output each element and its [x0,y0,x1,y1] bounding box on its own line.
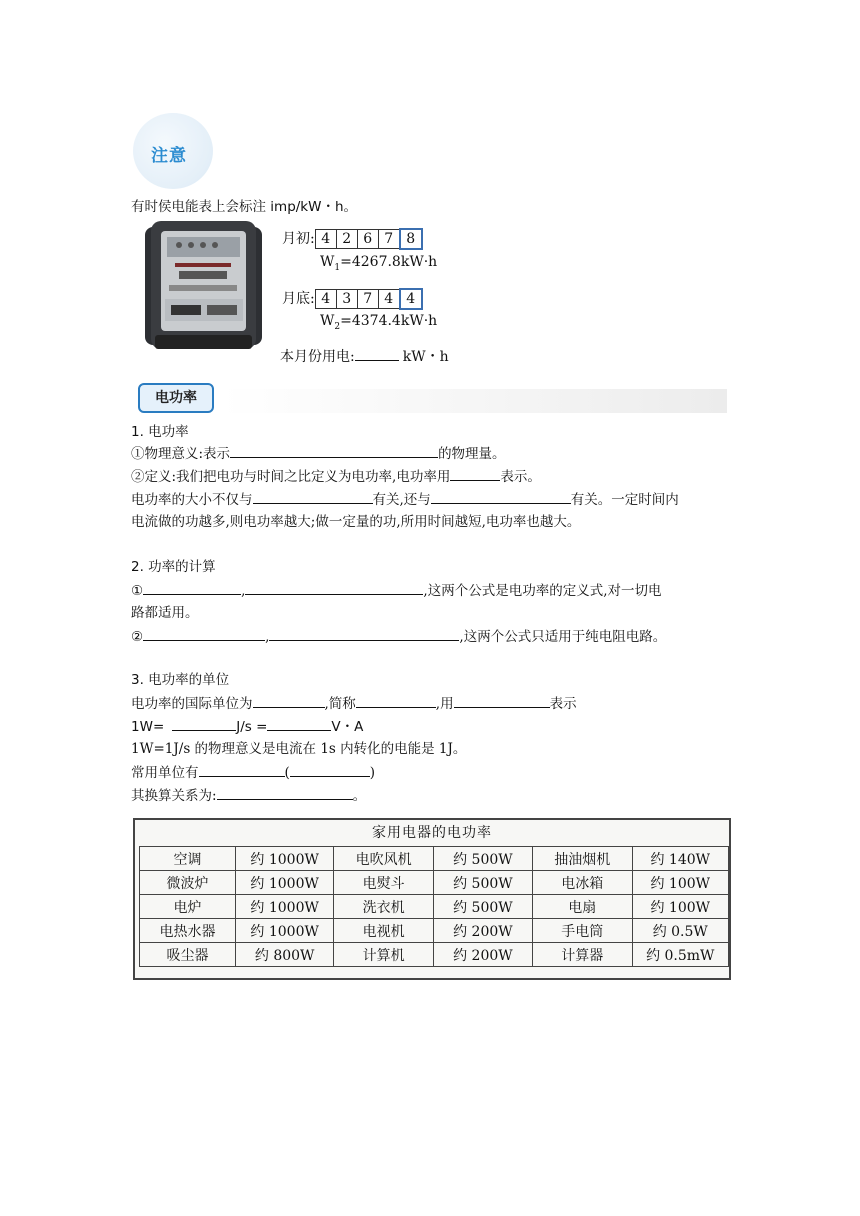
note-text: 有时侯电能表上会标注 imp/kW・h。 [131,199,358,215]
power-value-cell: 约 500W [433,847,532,871]
answer-blank[interactable] [431,489,571,504]
meter-digit: 2 [336,229,358,249]
text: ,简称 [324,696,356,712]
section1-line2 [131,466,541,487]
appliance-name-cell: 计算机 [334,943,434,967]
section3-heading: 3. 电功率的单位 [131,672,230,688]
answer-blank[interactable] [450,466,500,481]
power-value-cell: 约 100W [632,895,728,919]
text: 有关,还与 [372,492,431,508]
appliance-name-cell: 电熨斗 [334,871,434,895]
section1-line1 [131,443,506,464]
appliance-name-cell: 吸尘器 [140,943,236,967]
month-usage-blank[interactable] [355,346,399,361]
meter-digit: 8 [399,228,423,250]
text: 电功率的大小不仅与 [131,492,253,508]
meter-digit: 7 [378,229,400,249]
appliance-name-cell: 电扇 [532,895,632,919]
answer-blank[interactable] [356,693,436,708]
answer-blank[interactable] [143,626,265,641]
table-row [140,847,729,871]
meter-digit: 6 [357,229,379,249]
appliance-name-cell: 电炉 [140,895,236,919]
appliance-name-cell: 电吹风机 [334,847,434,871]
text: 表示。 [500,469,541,485]
section3-line4 [131,762,375,783]
table-row [140,943,729,967]
section1-line4: 电流做的功越多,则电功率越大;做一定量的功,所用时间越短,电功率也越大。 [131,514,581,530]
power-value-cell: 约 1000W [236,919,334,943]
section2-line3 [131,626,666,647]
start-digits [315,231,422,247]
note-badge [133,113,219,189]
meter-readings [282,228,462,368]
table-title: 家用电器的电功率 [372,825,492,841]
power-value-cell: 约 140W [632,847,728,871]
power-value-cell: 约 0.5mW [632,943,728,967]
section3-line3: 1W=1J/s 的物理意义是电流在 1s 内转化的电能是 1J。 [131,741,467,757]
electric-meter-image [145,219,262,353]
meter-digit: 4 [378,289,400,309]
meter-digit: 7 [357,289,379,309]
appliance-name-cell: 计算器 [532,943,632,967]
text: ①物理意义:表示 [131,446,231,462]
power-value-cell: 约 200W [433,919,532,943]
text: 其换算关系为: [131,788,217,804]
table-row [140,871,729,895]
answer-blank[interactable] [253,693,325,708]
text: ,这两个公式只适用于纯电阻电路。 [459,629,667,645]
power-value-cell: 约 100W [632,871,728,895]
end-label: 月底: [282,291,315,307]
section3-line5 [131,785,366,806]
month-usage-label: 本月份用电: [280,349,355,365]
power-value-cell: 约 1000W [236,871,334,895]
text: 有关。一定时间内 [570,492,679,508]
power-value-cell: 约 1000W [236,895,334,919]
meter-digit: 4 [315,229,337,249]
section2-line1 [131,580,662,601]
text: ( [284,765,290,781]
power-table [139,846,729,967]
answer-blank[interactable] [267,716,331,731]
answer-blank[interactable] [230,443,438,458]
appliance-name-cell: 电热水器 [140,919,236,943]
section2-heading: 2. 功率的计算 [131,559,216,575]
table-row [140,919,729,943]
appliance-name-cell: 电冰箱 [532,871,632,895]
text: , [265,629,270,645]
w1-sub: 1 [334,262,341,273]
text: 表示 [549,696,577,712]
answer-blank[interactable] [217,785,353,800]
meter-digit: 3 [336,289,358,309]
text: ① [131,583,144,599]
power-value-cell: 约 800W [236,943,334,967]
start-label: 月初: [282,231,315,247]
power-value-cell: 约 500W [433,895,532,919]
w1-label: W [320,254,335,270]
answer-blank[interactable] [245,580,423,595]
answer-blank[interactable] [143,580,241,595]
power-value-cell: 约 200W [433,943,532,967]
end-digits [315,291,422,307]
table-row [140,895,729,919]
meter-digit: 4 [399,288,423,310]
text: 。 [352,788,367,804]
text: ,这两个公式是电功率的定义式,对一切电 [423,583,662,599]
w2-label: W [320,313,335,329]
answer-blank[interactable] [199,762,285,777]
text: V・A [331,719,364,735]
w1-value: =4267.8kW·h [340,254,438,270]
power-value-cell: 约 0.5W [632,919,728,943]
appliance-name-cell: 电视机 [334,919,434,943]
badge-label: 注意 [151,146,187,166]
power-value-cell: 约 1000W [236,847,334,871]
text: ,用 [435,696,454,712]
text: 1W= [131,719,165,735]
text: J/s = [236,719,268,735]
section-shade [221,389,727,413]
section1-heading: 1. 电功率 [131,424,189,440]
section3-line2 [131,716,363,737]
answer-blank[interactable] [290,762,370,777]
text: 电功率的国际单位为 [131,696,253,712]
answer-blank[interactable] [172,716,236,731]
text: ②定义:我们把电功与时间之比定义为电功率,电功率用 [131,469,451,485]
appliance-power-table [133,818,731,980]
text: , [241,583,246,599]
appliance-name-cell: 洗衣机 [334,895,434,919]
appliance-name-cell: 抽油烟机 [532,847,632,871]
answer-blank[interactable] [454,693,550,708]
meter-digit: 4 [315,289,337,309]
w2-sub: 2 [334,321,341,332]
section-header [131,377,731,413]
answer-blank[interactable] [269,626,459,641]
section1-line3 [131,489,679,510]
text: ② [131,629,144,645]
section3-line1 [131,693,577,714]
section2-line2: 路都适用。 [131,605,199,621]
section-tag: 电功率 [138,383,214,413]
text: 常用单位有 [131,765,199,781]
appliance-name-cell: 手电筒 [532,919,632,943]
text: ) [369,765,376,781]
text: 的物理量。 [438,446,506,462]
answer-blank[interactable] [253,489,373,504]
month-usage-unit: kW・h [402,349,449,365]
appliance-name-cell: 微波炉 [140,871,236,895]
power-value-cell: 约 500W [433,871,532,895]
w2-value: =4374.4kW·h [340,313,438,329]
appliance-name-cell: 空调 [140,847,236,871]
